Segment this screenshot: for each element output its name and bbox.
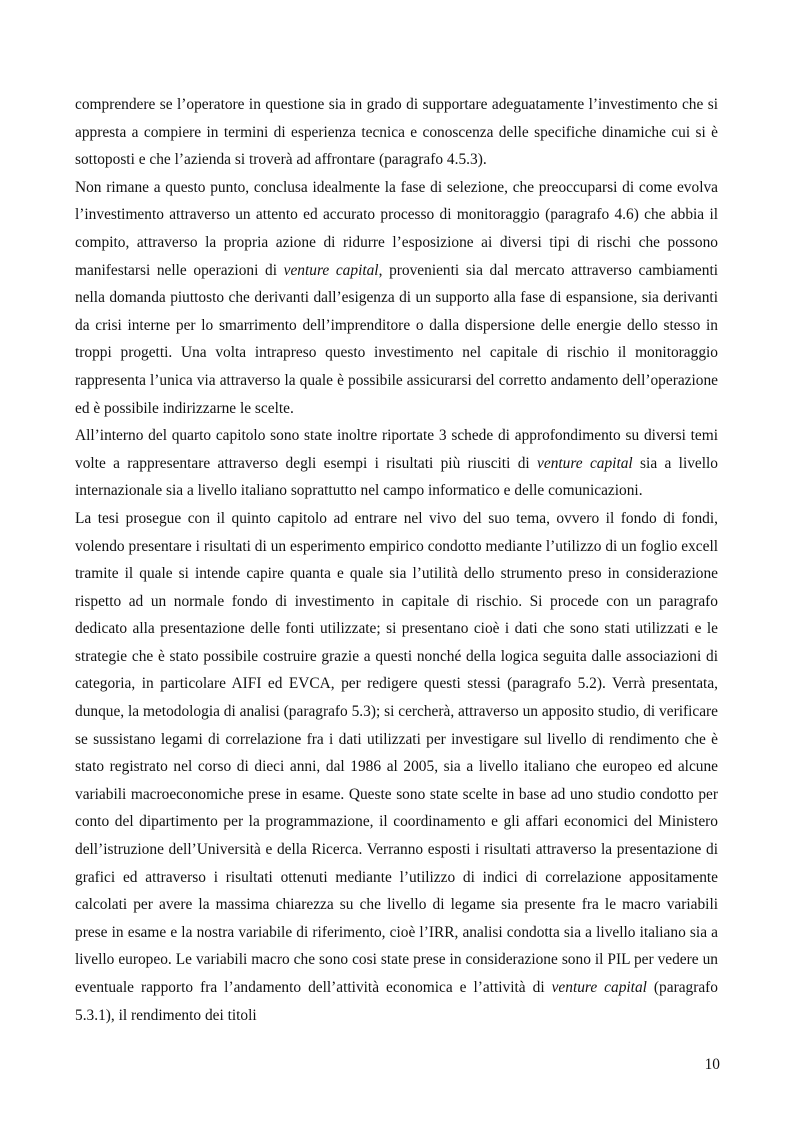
paragraph	[75, 174, 718, 422]
text-run: All’interno del quarto capitolo sono state inoltre riportate 3 schede di approfondimento su diversi temi volte a rappresentare attraverso degli esempi i risultati più riusciti di	[75, 427, 718, 472]
text-run: sia a livello internazionale sia a livello italiano soprattutto nel campo informatico e delle comunicazioni.	[75, 454, 718, 500]
italic-term: venture capital	[537, 454, 633, 472]
paragraph	[75, 91, 718, 174]
text-run: Non rimane a questo punto, conclusa idealmente la fase di selezione, che preoccuparsi di come evolva l’investimento attraverso un attento ed accurato processo di monitoraggio (paragrafo 4.6) che abbia il compito, attraverso la propria azione di ridurre l’esposizione ai diversi tipi di rischi che possono manifestarsi nelle operazioni di	[75, 178, 718, 279]
italic-term: venture capital	[551, 979, 647, 996]
text-run: La tesi prosegue con il quinto capitolo ad entrare nel vivo del suo tema, ovvero il fondo di fondi, volendo presentare i risultati di un esperimento empirico condotto mediante l’utilizzo di un foglio excell tramite il quale si intende capire quanta e quale sia l’utilità dello strumento preso in considerazione rispetto ad un normale fondo di investimento in capitale di rischio. Si procede con un paragrafo dedicato alla presentazione delle fonti utilizzate; si presentano cioè i dati che sono stati utilizzati e le strategie che è stato possibile costruire grazie a questi nonché della logica seguita dalle associazioni di categoria, in particolare AIFI ed EVCA, per redigere questi stessi (paragrafo 5.2). Verrà presentata, dunque, la metodologia di analisi (paragrafo 5.3); si cercherà, attraverso un apposito studio, di verificare se sussistano legami di correlazione fra i dati utilizzati per investigare sul livello di rendimento che è stato registrato nel corso di dieci anni, dal 1986 al 2005, sia a livello italiano che europeo ed alcune variabili macroeconomiche prese in esame. Queste sono state scelte in base ad uno studio condotto per conto del dipartimento per la programmazione, il coordinamento e gli affari economici del Ministero dell’istruzione dell’Università e della Ricerca. Verranno esposti i risultati attraverso la presentazione di grafici ed attraverso i risultati ottenuti mediante l’utilizzo di indici di correlazione appositamente calcolati per avere la massima chiarezza su che livello di legame sia presente fra le macro variabili prese in esame e la nostra variabile di riferimento, cioè l’IRR, analisi condotta sia a livello italiano sia a livello europeo. Le variabili macro che sono cosi state prese in considerazione sono il PIL per vedere un eventuale rapporto fra l’andamento dell’attività economica e l’attività di	[75, 509, 718, 996]
text-run: (paragrafo 5.3.1), il rendimento dei titoli	[75, 979, 718, 1024]
page-number: 10	[704, 1056, 720, 1073]
paragraph	[75, 505, 718, 1029]
page-body	[75, 91, 718, 1029]
italic-term: venture capital	[283, 261, 379, 279]
paragraph	[75, 422, 718, 505]
text-run: , provenienti sia dal mercato attraverso cambiamenti nella domanda piuttosto che derivanti dall’esigenza di un supporto alla fase di espansione, sia derivanti da crisi interne per lo smarrimento dell’imprenditore o dalla dispersione delle energie dello stesso in troppi progetti. Una volta intrapreso questo investimento nel capitale di rischio il monitoraggio rappresenta l’unica via attraverso la quale è possibile assicurarsi del corretto andamento dell’operazione ed è possibile indirizzarne le scelte.	[75, 261, 718, 417]
text-run: comprendere se l’operatore in questione sia in grado di supportare adeguatamente l’investimento che si appresta a compiere in termini di esperienza tecnica e conoscenza delle specifiche dinamiche cui si è sottoposti e che l’azienda si troverà ad affrontare (paragrafo 4.5.3).	[75, 96, 718, 169]
